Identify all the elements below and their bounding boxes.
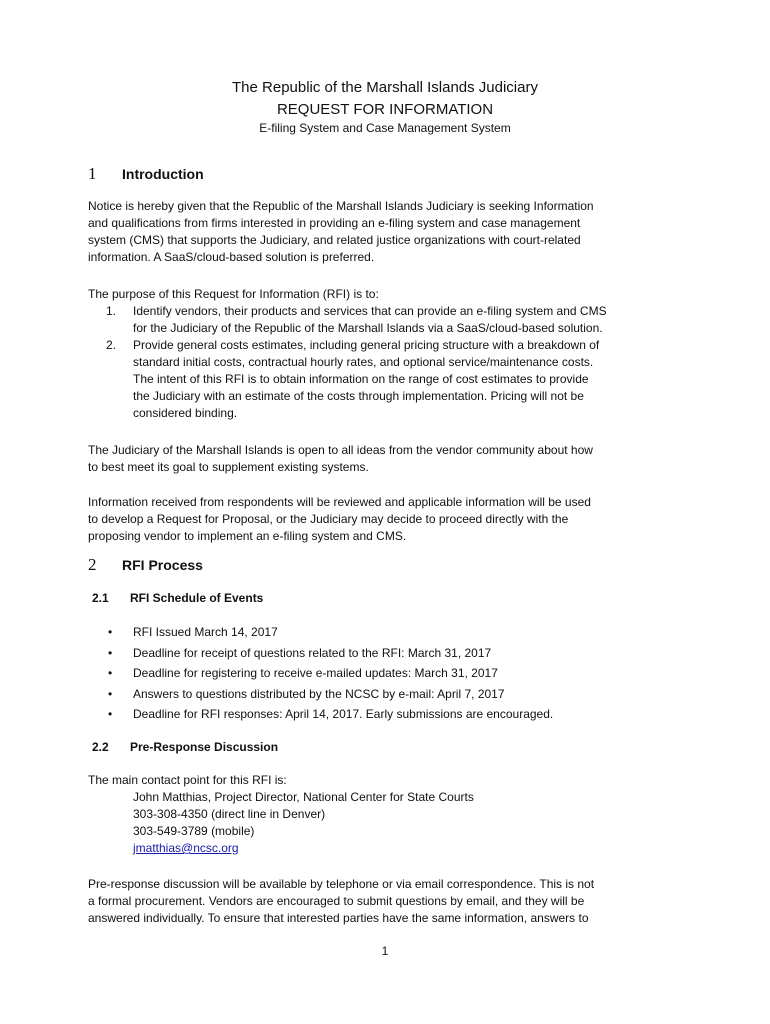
list-item: • Answers to questions distributed by the NCSC by e-mail: April 7, 2017: [108, 684, 668, 705]
text-line: Provide general costs estimates, including general pricing structure with a breakdown of: [133, 338, 600, 352]
contact-block: [133, 789, 633, 857]
section-title: RFI Process: [122, 557, 203, 573]
purpose-list: [88, 303, 678, 422]
contact-lead: The main contact point for this RFI is:: [88, 773, 287, 787]
page-number: 1: [381, 944, 389, 958]
text-line: The intent of this RFI is to obtain information on the range of cost estimates to provide: [133, 372, 589, 386]
text-line: Identify vendors, their products and services that can provide an e-filing system and CMS: [133, 304, 607, 318]
subsection-2-1-heading: [92, 590, 263, 607]
contact-phone-direct: 303-308-4350 (direct line in Denver): [133, 807, 326, 821]
list-item: [88, 337, 678, 422]
section-1-heading: [88, 164, 204, 184]
subsection-title: RFI Schedule of Events: [130, 591, 264, 605]
section-title: Introduction: [122, 166, 204, 182]
text-line: answered individually. To ensure that interested parties have the same information, answers to: [88, 911, 589, 925]
list-item: • Deadline for RFI responses: April 14, 2017. Early submissions are encouraged.: [108, 704, 668, 725]
contact-phone-mobile: 303-549-3789 (mobile): [133, 824, 255, 838]
vendor-community-paragraph: [88, 442, 678, 476]
text-line: the Judiciary with an estimate of the costs through implementation. Pricing will not be: [133, 389, 584, 403]
text-line: The Judiciary of the Marshall Islands is open to all ideas from the vendor community about how: [88, 443, 593, 457]
contact-email-link[interactable]: jmatthias@ncsc.org: [133, 841, 239, 855]
text-line: a formal procurement. Vendors are encouraged to submit questions by email, and they will be: [88, 894, 585, 908]
text-line: for the Judiciary of the Republic of the Marshall Islands via a SaaS/cloud-based solution.: [133, 321, 603, 335]
section-number: 2: [88, 555, 97, 574]
purpose-lead: The purpose of this Request for Information (RFI) is to:: [88, 287, 379, 301]
section-number: 1: [88, 164, 97, 183]
text-line: to best meet its goal to supplement existing systems.: [88, 460, 369, 474]
list-number: 2.: [106, 338, 117, 352]
list-item: • Deadline for receipt of questions related to the RFI: March 31, 2017: [108, 643, 668, 664]
list-item: • Deadline for registering to receive e-mailed updates: March 31, 2017: [108, 663, 668, 684]
text-line: considered binding.: [133, 406, 238, 420]
text-line: to develop a Request for Proposal, or the Judiciary may decide to proceed directly with the: [88, 512, 569, 526]
pre-response-paragraph: [88, 876, 678, 927]
text-line: information. A SaaS/cloud-based solution is preferred.: [88, 250, 375, 264]
contact-name: John Matthias, Project Director, National Center for State Courts: [133, 790, 474, 804]
subsection-number: 2.1: [92, 591, 109, 605]
document-subject: E-filing System and Case Management System: [259, 121, 511, 135]
text-line: proposing vendor to implement an e-filing system and CMS.: [88, 529, 407, 543]
list-item: [88, 303, 678, 337]
text-line: Information received from respondents will be reviewed and applicable information will be used: [88, 495, 591, 509]
subsection-2-2-heading: [92, 739, 278, 756]
subsection-number: 2.2: [92, 740, 109, 754]
intro-paragraph: [88, 198, 678, 266]
respondents-paragraph: [88, 494, 678, 545]
document-subtitle-rfi: REQUEST FOR INFORMATION: [276, 101, 494, 118]
text-line: system (CMS) that supports the Judiciary, and related justice organizations with court-related: [88, 233, 581, 247]
text-line: and qualifications from firms interested in providing an e-filing system and case management: [88, 216, 581, 230]
section-2-heading: [88, 555, 203, 575]
schedule-list: [108, 622, 668, 725]
text-line: Pre-response discussion will be available by telephone or via email correspondence. This is not: [88, 877, 595, 891]
text-line: standard initial costs, contractual hourly rates, and optional service/maintenance costs.: [133, 355, 594, 369]
document-title: The Republic of the Marshall Islands Judiciary: [232, 79, 538, 96]
list-item: • RFI Issued March 14, 2017: [108, 622, 668, 643]
text-line: Notice is hereby given that the Republic of the Marshall Islands Judiciary is seeking Information: [88, 199, 594, 213]
list-number: 1.: [106, 304, 117, 318]
subsection-title: Pre-Response Discussion: [130, 740, 279, 754]
